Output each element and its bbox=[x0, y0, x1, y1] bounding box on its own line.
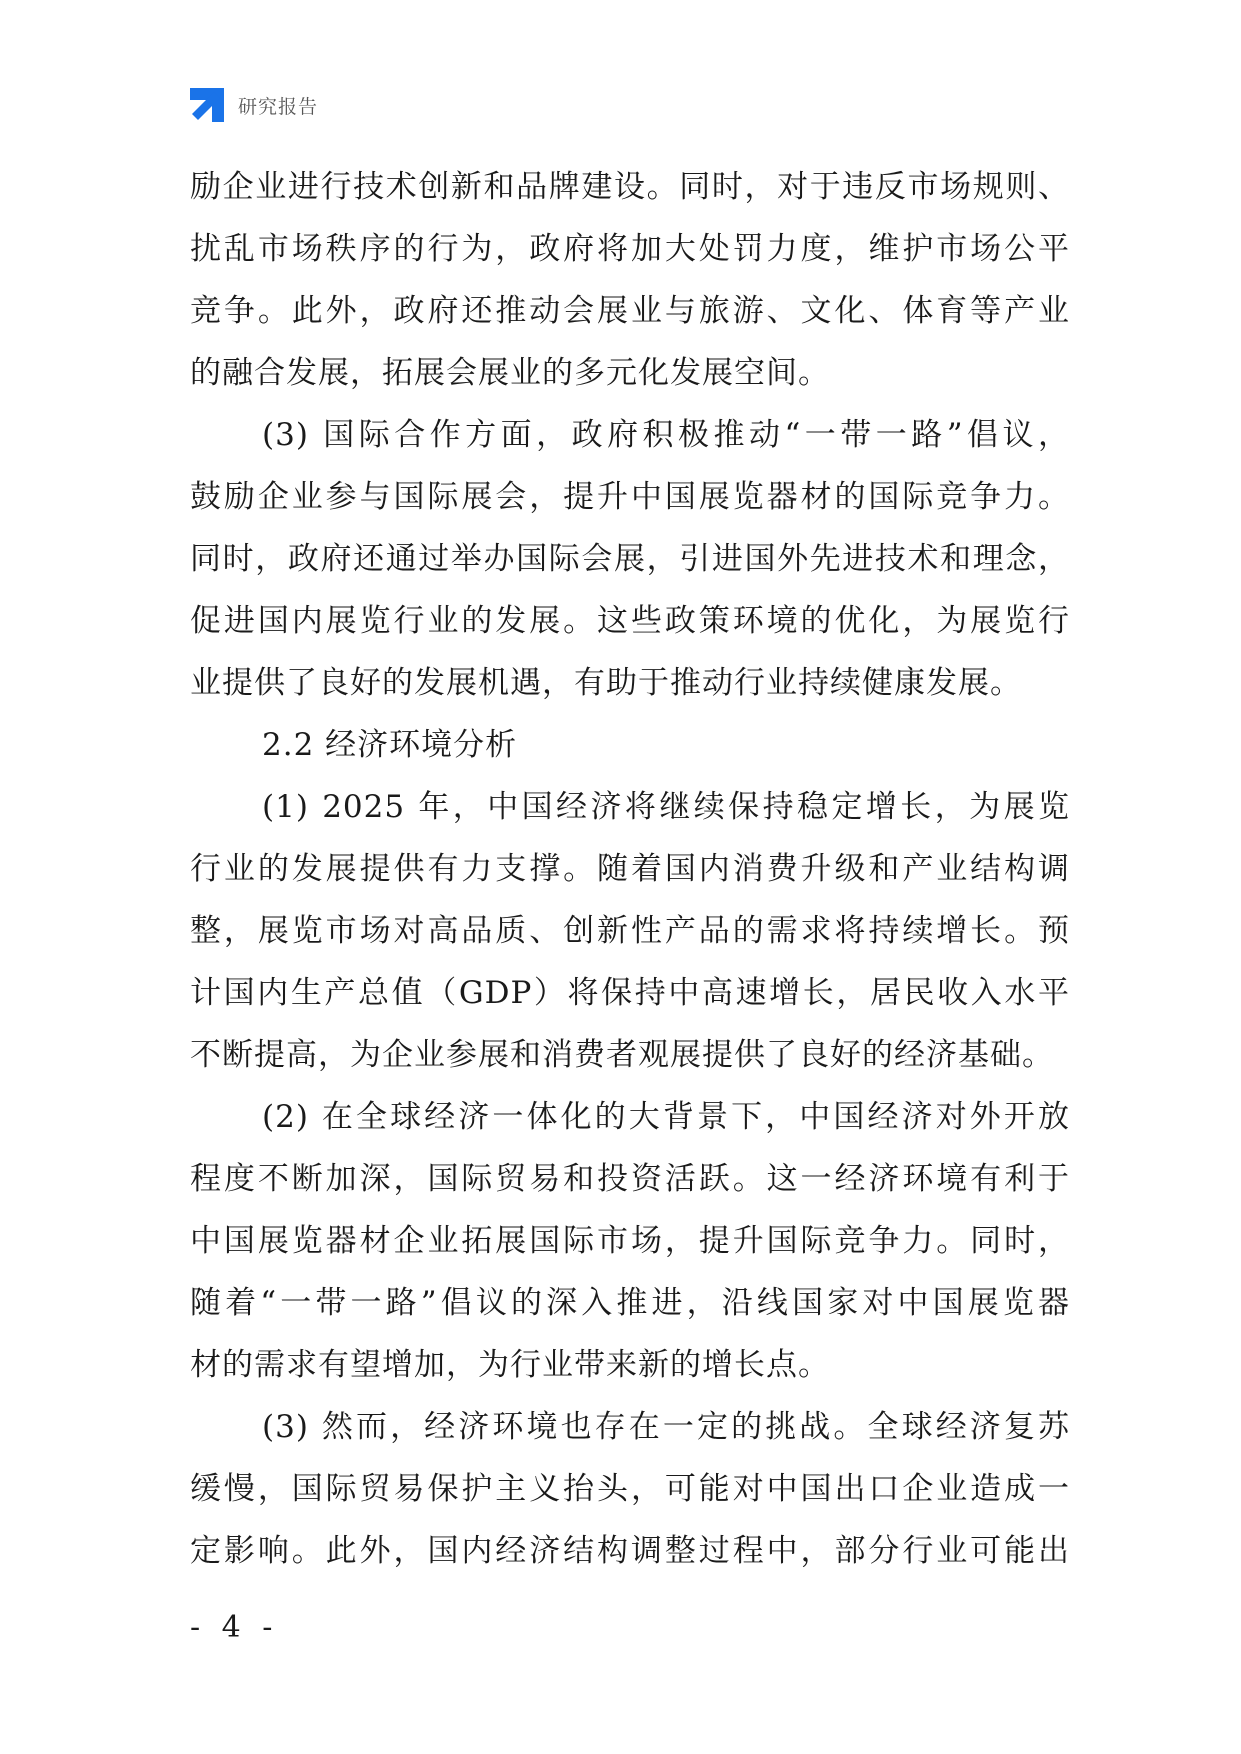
text-line: 不断提高，为企业参展和消费者观展提供了良好的经济基础。 bbox=[190, 1037, 1054, 1073]
text-line: 促进国内展览行业的发展。这些政策环境的优化，为展览行 bbox=[190, 603, 1070, 639]
text-line: 整，展览市场对高品质、创新性产品的需求将持续增长。预 bbox=[190, 913, 1070, 949]
text-line: 竞争。此外，政府还推动会展业与旅游、文化、体育等产业 bbox=[190, 293, 1070, 329]
text-line: 的融合发展，拓展会展业的多元化发展空间。 bbox=[190, 355, 830, 391]
text-line: (1) 2025 年，中国经济将继续保持稳定增长，为展览 bbox=[262, 789, 1070, 825]
text-line: 随着“一带一路”倡议的深入推进，沿线国家对中国展览器 bbox=[190, 1285, 1070, 1321]
text-line: (3) 然而，经济环境也存在一定的挑战。全球经济复苏 bbox=[262, 1409, 1070, 1445]
section-heading: 2.2 经济环境分析 bbox=[262, 727, 518, 763]
text-line: 励企业进行技术创新和品牌建设。同时，对于违反市场规则、 bbox=[190, 169, 1070, 205]
logo-arrow-icon bbox=[190, 88, 224, 122]
text-line: 同时，政府还通过举办国际会展，引进国外先进技术和理念， bbox=[190, 541, 1070, 577]
text-line: 行业的发展提供有力支撑。随着国内消费升级和产业结构调 bbox=[190, 851, 1070, 887]
text-line: (2) 在全球经济一体化的大背景下，中国经济对外开放 bbox=[262, 1099, 1070, 1135]
document-body bbox=[190, 156, 1070, 1582]
text-line: 鼓励企业参与国际展会，提升中国展览器材的国际竞争力。 bbox=[190, 479, 1070, 515]
text-line: 中国展览器材企业拓展国际市场，提升国际竞争力。同时， bbox=[190, 1223, 1070, 1259]
report-header bbox=[190, 88, 318, 122]
text-line: 业提供了良好的发展机遇，有助于推动行业持续健康发展。 bbox=[190, 665, 1022, 701]
text-line: 计国内生产总值（GDP）将保持中高速增长，居民收入水平 bbox=[190, 975, 1070, 1011]
text-line: 扰乱市场秩序的行为，政府将加大处罚力度，维护市场公平 bbox=[190, 231, 1070, 267]
text-line: 定影响。此外，国内经济结构调整过程中，部分行业可能出 bbox=[190, 1533, 1070, 1569]
text-line: 材的需求有望增加，为行业带来新的增长点。 bbox=[190, 1347, 830, 1383]
text-line: (3) 国际合作方面，政府积极推动“一带一路”倡议， bbox=[262, 417, 1070, 453]
page-number: - 4 - bbox=[190, 1610, 279, 1645]
text-line: 程度不断加深，国际贸易和投资活跃。这一经济环境有利于 bbox=[190, 1161, 1070, 1197]
text-line: 缓慢，国际贸易保护主义抬头，可能对中国出口企业造成一 bbox=[190, 1471, 1070, 1507]
header-title: 研究报告 bbox=[238, 95, 319, 118]
